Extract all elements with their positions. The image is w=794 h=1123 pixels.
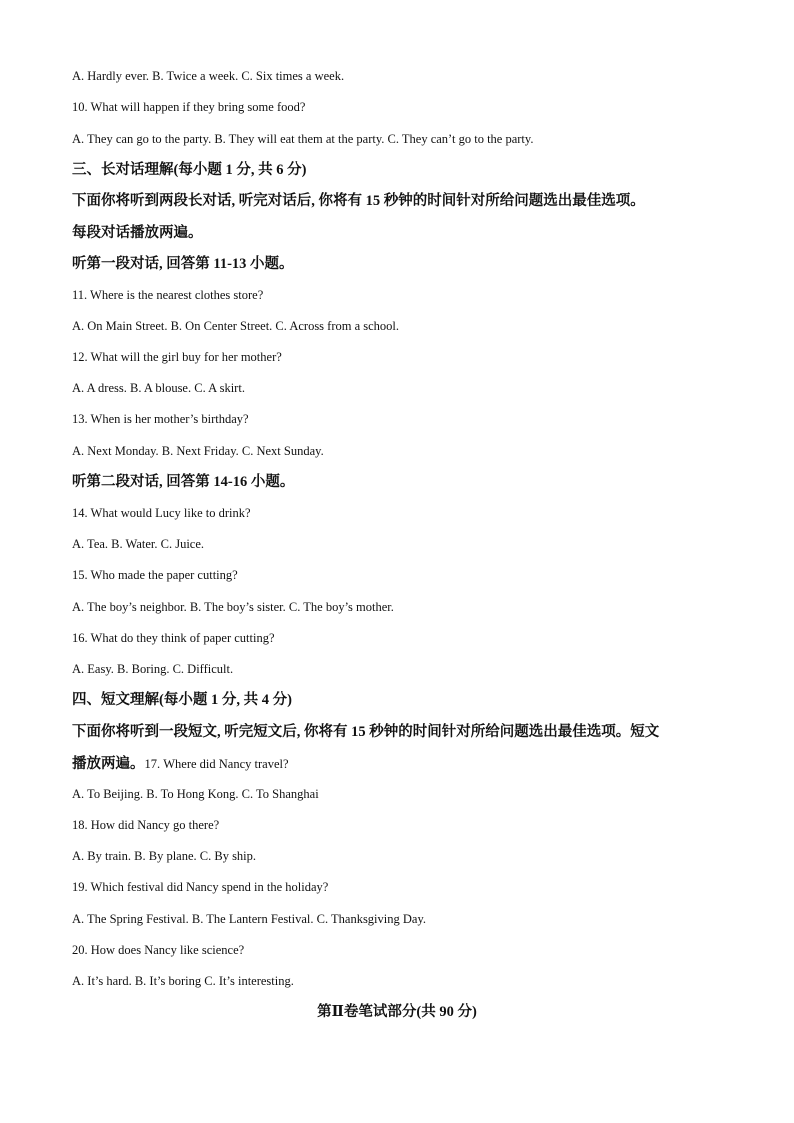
section4-instructions-line1: 下面你将听到一段短文, 听完短文后, 你将有 15 秒钟的时间针对所给问题选出最佳选项。短文 (72, 724, 660, 740)
dialogue1-heading: 听第一段对话, 回答第 11-13 小题。 (72, 256, 294, 272)
q16-options: A. Easy. B. Boring. C. Difficult. (72, 662, 234, 676)
section4-heading: 四、短文理解(每小题 1 分, 共 4 分) (72, 692, 292, 708)
q20-options: A. It’s hard. B. It’s boring C. It’s interesting. (72, 974, 294, 988)
section3-instructions-line2: 每段对话播放两遍。 (72, 225, 203, 241)
section3-instructions-line1: 下面你将听到两段长对话, 听完对话后, 你将有 15 秒钟的时间针对所给问题选出最佳选项。 (72, 193, 645, 209)
part2-heading: 第Ⅱ卷笔试部分(共 90 分) (317, 1004, 477, 1020)
q18-options: A. By train. B. By plane. C. By ship. (72, 849, 257, 863)
q12-options: A. A dress. B. A blouse. C. A skirt. (72, 381, 245, 395)
q14-options: A. Tea. B. Water. C. Juice. (72, 537, 205, 551)
q10-question: 10. What will happen if they bring some food? (72, 100, 306, 114)
q17-options: A. To Beijing. B. To Hong Kong. C. To Shanghai (72, 787, 319, 801)
q11-question: 11. Where is the nearest clothes store? (72, 288, 264, 302)
section3-heading: 三、长对话理解(每小题 1 分, 共 6 分) (72, 162, 307, 178)
q13-question: 13. When is her mother’s birthday? (72, 412, 249, 426)
q18-question: 18. How did Nancy go there? (72, 818, 220, 832)
q15-question: 15. Who made the paper cutting? (72, 568, 238, 582)
section4-instructions-tail: 播放两遍。 (72, 756, 145, 772)
q14-question: 14. What would Lucy like to drink? (72, 506, 251, 520)
q19-question: 19. Which festival did Nancy spend in the holiday? (72, 880, 329, 894)
q12-question: 12. What will the girl buy for her mother? (72, 350, 282, 364)
q9-options: A. Hardly ever. B. Twice a week. C. Six times a week. (72, 69, 345, 83)
q10-options: A. They can go to the party. B. They will eat them at the party. C. They can’t go to the party. (72, 132, 534, 146)
q15-options: A. The boy’s neighbor. B. The boy’s sister. C. The boy’s mother. (72, 600, 394, 614)
q17-question: 17. Where did Nancy travel? (144, 757, 289, 771)
q20-question: 20. How does Nancy like science? (72, 943, 245, 957)
q13-options: A. Next Monday. B. Next Friday. C. Next Sunday. (72, 444, 324, 458)
q11-options: A. On Main Street. B. On Center Street. C. Across from a school. (72, 319, 400, 333)
section4-instructions-line2 (72, 755, 734, 773)
q19-options: A. The Spring Festival. B. The Lantern Festival. C. Thanksgiving Day. (72, 912, 427, 926)
dialogue2-heading: 听第二段对话, 回答第 14-16 小题。 (72, 474, 295, 490)
q16-question: 16. What do they think of paper cutting? (72, 631, 275, 645)
